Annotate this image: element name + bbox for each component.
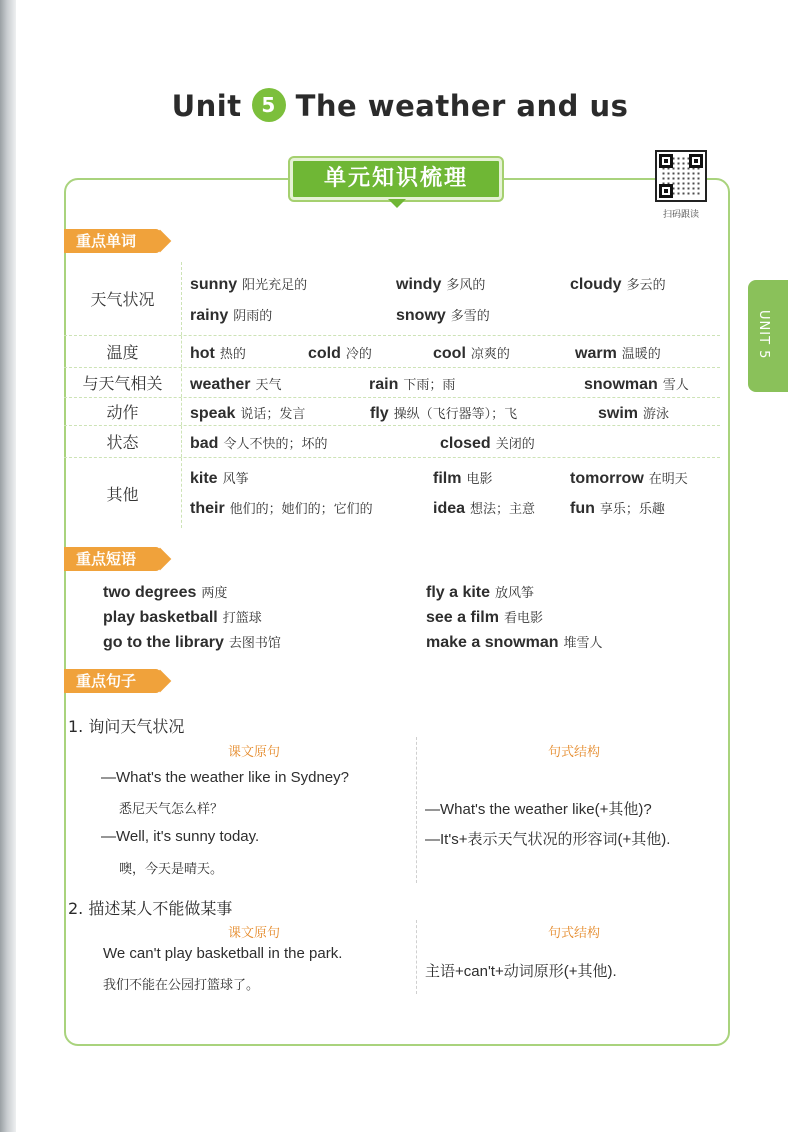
pattern-answer: —It's+表示天气状况的形容词(+其他).: [425, 831, 671, 848]
unit-title-text: The weather and us: [295, 89, 629, 123]
vocab-item: hot 热的: [190, 345, 246, 362]
vocab-item: speak 说话；发言: [190, 405, 306, 422]
vocab-item: rain 下雨；雨: [369, 376, 456, 393]
unit-prefix: Unit: [171, 89, 242, 123]
vocab-row-weather-related: [64, 368, 720, 398]
column-divider: [416, 737, 417, 883]
vocab-item: tomorrow 在明天: [570, 470, 688, 487]
vocab-item: film 电影: [433, 470, 493, 487]
sentence-question-en: —What's the weather like in Sydney?: [101, 769, 349, 786]
vocab-row-temperature: [64, 336, 720, 368]
banner-pointer: [388, 199, 406, 208]
vocab-item: bad 令人不快的；坏的: [190, 435, 328, 452]
section-tag-phrases: 重点短语: [64, 547, 160, 571]
section-tag-words: 重点单词: [64, 229, 160, 253]
vocab-item: snowy 多雪的: [396, 307, 490, 324]
qr-code-icon[interactable]: [655, 150, 707, 202]
sentence-question-cn: 悉尼天气怎么样？: [119, 802, 224, 817]
vocab-category: 与天气相关: [64, 368, 182, 397]
vocab-item: cloudy 多云的: [570, 276, 666, 293]
vocab-category: 动作: [64, 398, 182, 425]
qr-finder: [659, 154, 673, 168]
vocab-item: weather 天气: [190, 376, 282, 393]
column-head-original: 课文原句: [228, 926, 281, 941]
pattern-question: —What's the weather like(+其他)?: [425, 801, 652, 818]
phrase-item: make a snowman 堆雪人: [426, 634, 603, 651]
qr-finder: [659, 184, 673, 198]
vocab-item: fun 享乐；乐趣: [570, 500, 665, 517]
vocab-row-state: [64, 426, 720, 458]
unit-number-badge: 5: [252, 88, 286, 122]
vocab-item: swim 游泳: [598, 405, 670, 422]
qr-caption: 扫码跟读: [662, 210, 699, 220]
sentence-cn: 我们不能在公园打篮球了。: [103, 978, 260, 993]
column-head-pattern: 句式结构: [548, 745, 601, 760]
phrase-item: play basketball 打篮球: [103, 609, 262, 626]
vocab-category: 天气状况: [64, 262, 182, 335]
column-divider: [416, 920, 417, 994]
vocab-category: 其他: [64, 458, 182, 528]
phrase-item: go to the library 去图书馆: [103, 634, 281, 651]
unit-title: [0, 88, 800, 123]
vocab-item: closed 关闭的: [440, 435, 535, 452]
vocab-item: cold 冷的: [308, 345, 372, 362]
vocab-item: warm 温暖的: [575, 345, 661, 362]
qr-finder: [689, 154, 703, 168]
column-head-original: 课文原句: [228, 745, 281, 760]
side-tab-label: UNIT 5: [756, 310, 771, 360]
vocab-grid: [64, 262, 720, 528]
phrase-item: two degrees 两度: [103, 584, 228, 601]
vocab-item: their 他们的；她们的；它们的: [190, 500, 373, 517]
vocab-item: idea 想法；主意: [433, 500, 536, 517]
vocab-category: 状态: [64, 426, 182, 457]
vocab-item: kite 风筝: [190, 470, 249, 487]
vocab-row-weather: [64, 262, 720, 336]
sentence-answer-en: —Well, it's sunny today.: [101, 828, 260, 845]
sentence-answer-cn: 噢，今天是晴天。: [119, 862, 224, 877]
unit-side-tab[interactable]: [748, 280, 788, 392]
vocab-item: fly 操纵（飞行器等）；飞: [370, 405, 518, 422]
book-spine-shadow: [0, 0, 16, 1132]
phrase-item: see a film 看电影: [426, 609, 543, 626]
vocab-item: cool 凉爽的: [433, 345, 510, 362]
sentence-en: We can't play basketball in the park.: [103, 945, 343, 962]
sentence-heading-1: 1. 询问天气状况: [68, 717, 185, 736]
pattern: 主语+can't+动词原形(+其他).: [425, 963, 617, 980]
vocab-row-other: [64, 458, 720, 528]
vocab-item: rainy 阴雨的: [190, 307, 273, 324]
vocab-row-actions: [64, 398, 720, 426]
vocab-category: 温度: [64, 336, 182, 367]
phrase-item: fly a kite 放风筝: [426, 584, 535, 601]
vocab-item: snowman 雪人: [584, 376, 689, 393]
vocab-item: sunny 阳光充足的: [190, 276, 308, 293]
section-banner: 单元知识梳理: [290, 158, 502, 200]
sentence-heading-2: 2. 描述某人不能做某事: [68, 899, 233, 918]
column-head-pattern: 句式结构: [548, 926, 601, 941]
vocab-item: windy 多风的: [396, 276, 486, 293]
section-tag-sentences: 重点句子: [64, 669, 160, 693]
